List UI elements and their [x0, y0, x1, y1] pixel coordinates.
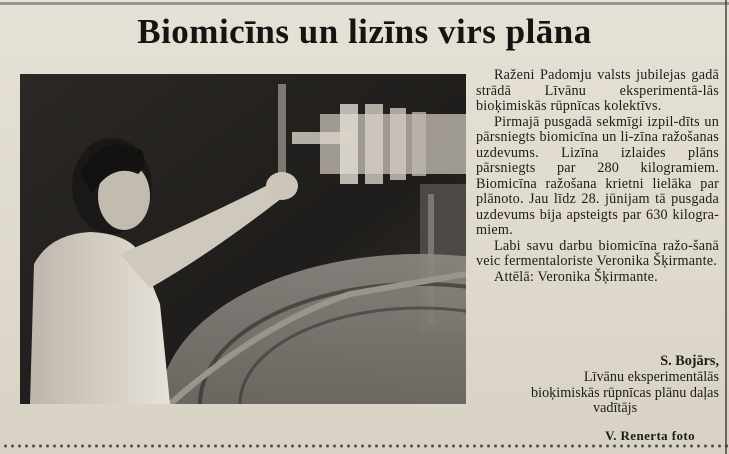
author-role-line: vadītājs	[593, 400, 638, 416]
article-paragraph: Pirmajā pusgadā sekmīgi izpil-dīts un pārsniegts biomicīna un li-zīna ražošanas uzdevums. Lizīna izlaides plāns pārsniegts par 280 kilogramiem. Biomicīna ražošana krietni lielāka par plānoto. Jau līdz 28. jūnijam tā pusgada uzdevums bija apsteigts par 630 kilogra-miem.	[476, 113, 719, 238]
column-rule	[725, 0, 727, 454]
author-role-line: Līvānu eksperimentālās	[583, 369, 719, 385]
photo-illustration	[20, 74, 466, 404]
author-role-line: bioķimiskās rūpnīcas plānu daļas	[531, 384, 719, 401]
ornamental-border	[0, 443, 729, 449]
author-role	[476, 370, 719, 417]
headline: Biomicīns un lizīns virs plāna	[137, 12, 592, 51]
top-rule	[0, 2, 729, 5]
author-name: S. Bojārs,	[660, 353, 719, 369]
article-body	[476, 68, 719, 285]
article-paragraph: Labi savu darbu biomicīna ražo-šanā veic fermentaloriste Veronika Šķirmante.	[476, 237, 719, 269]
article-paragraph: Raženi Padomju valsts jubilejas gadā strādā Līvānu eksperimentā-lās bioķimiskās rūpnīcas kolektīvs.	[476, 67, 719, 114]
photo-caption: Attēlā: Veronika Šķirmante.	[494, 268, 658, 285]
article-photo	[20, 74, 466, 404]
photo-credit: V. Renerta foto	[605, 428, 695, 443]
